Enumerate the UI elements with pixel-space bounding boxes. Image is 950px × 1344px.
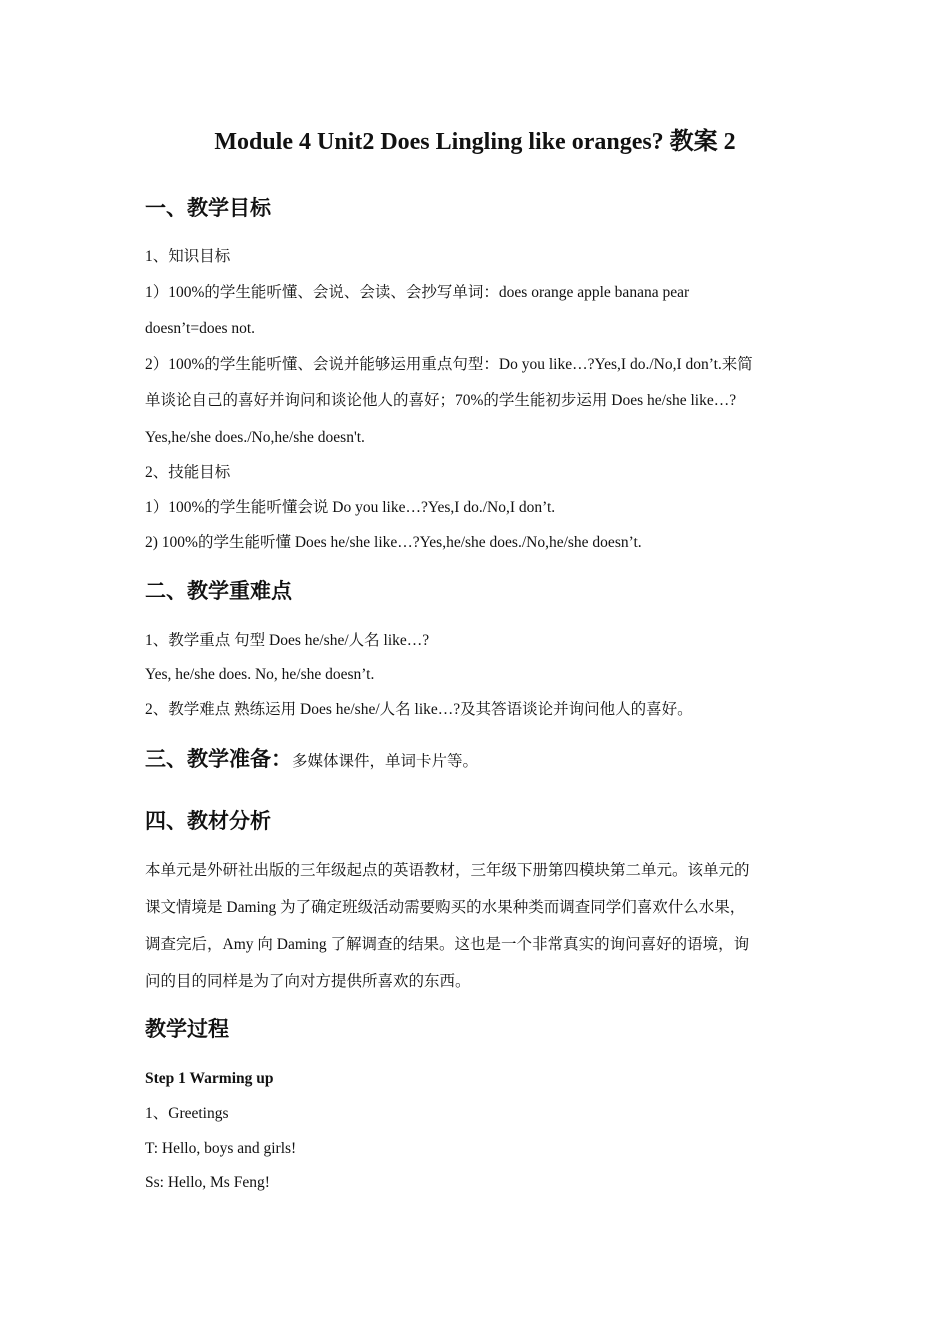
paragraph-line: 1、知识目标 — [145, 248, 231, 265]
section-heading-process: 教学过程 — [145, 1017, 229, 1041]
preparation-heading: 三、教学准备： — [145, 747, 292, 771]
preparation-text: 多媒体课件，单词卡片等。 — [292, 753, 479, 770]
paragraph-line: 2、技能目标 — [145, 464, 231, 481]
paragraph-line: 本单元是外研社出版的三年级起点的英语教材，三年级下册第四模块第二单元。该单元的 — [145, 862, 750, 879]
paragraph-line: 1、Greetings — [145, 1105, 229, 1122]
section-heading-preparation — [145, 745, 478, 776]
paragraph-line: 调查完后，Amy 向 Daming 了解调查的结果。这也是一个非常真实的询问喜好的语境，询 — [145, 936, 750, 953]
section-heading-objectives: 一、教学目标 — [145, 196, 271, 220]
paragraph-line: doesn’t=does not. — [145, 320, 256, 337]
paragraph-line: 1、教学重点 句型 Does he/she/人名 like…? — [145, 632, 430, 649]
paragraph-line: 单谈论自己的喜好并询问和谈论他人的喜好；70%的学生能初步运用 Does he/she like…? — [145, 392, 737, 409]
document-title: Module 4 Unit2 Does Lingling like oranges? 教案 2 — [214, 129, 736, 155]
step-heading: Step 1 Warming up — [145, 1070, 274, 1087]
paragraph-line: T: Hello, boys and girls! — [145, 1140, 297, 1157]
section-heading-analysis: 四、教材分析 — [145, 809, 271, 833]
paragraph-line: 2、教学难点 熟练运用 Does he/she/人名 like…?及其答语谈论并询问他人的喜好。 — [145, 701, 693, 718]
paragraph-line: Ss: Hello, Ms Feng! — [145, 1174, 270, 1191]
paragraph-line: 1）100%的学生能听懂会说 Do you like…?Yes,I do./No,I don’t. — [145, 499, 556, 516]
paragraph-line: 1）100%的学生能听懂、会说、会读、会抄写单词：does orange apple banana pear — [145, 284, 690, 301]
paragraph-line: Yes,he/she does./No,he/she doesn't. — [145, 429, 365, 446]
paragraph-line: 2) 100%的学生能听懂 Does he/she like…?Yes,he/she does./No,he/she doesn’t. — [145, 534, 642, 551]
section-heading-key-points: 二、教学重难点 — [145, 579, 292, 603]
paragraph-line: 2）100%的学生能听懂、会说并能够运用重点句型：Do you like…?Yes,I do./No,I don’t.来简 — [145, 356, 753, 373]
paragraph-line: 课文情境是 Daming 为了确定班级活动需要购买的水果种类而调查同学们喜欢什么水果， — [145, 899, 746, 916]
paragraph-line: 问的目的同样是为了向对方提供所喜欢的东西。 — [145, 973, 471, 990]
paragraph-line: Yes, he/she does. No, he/she doesn’t. — [145, 666, 375, 683]
